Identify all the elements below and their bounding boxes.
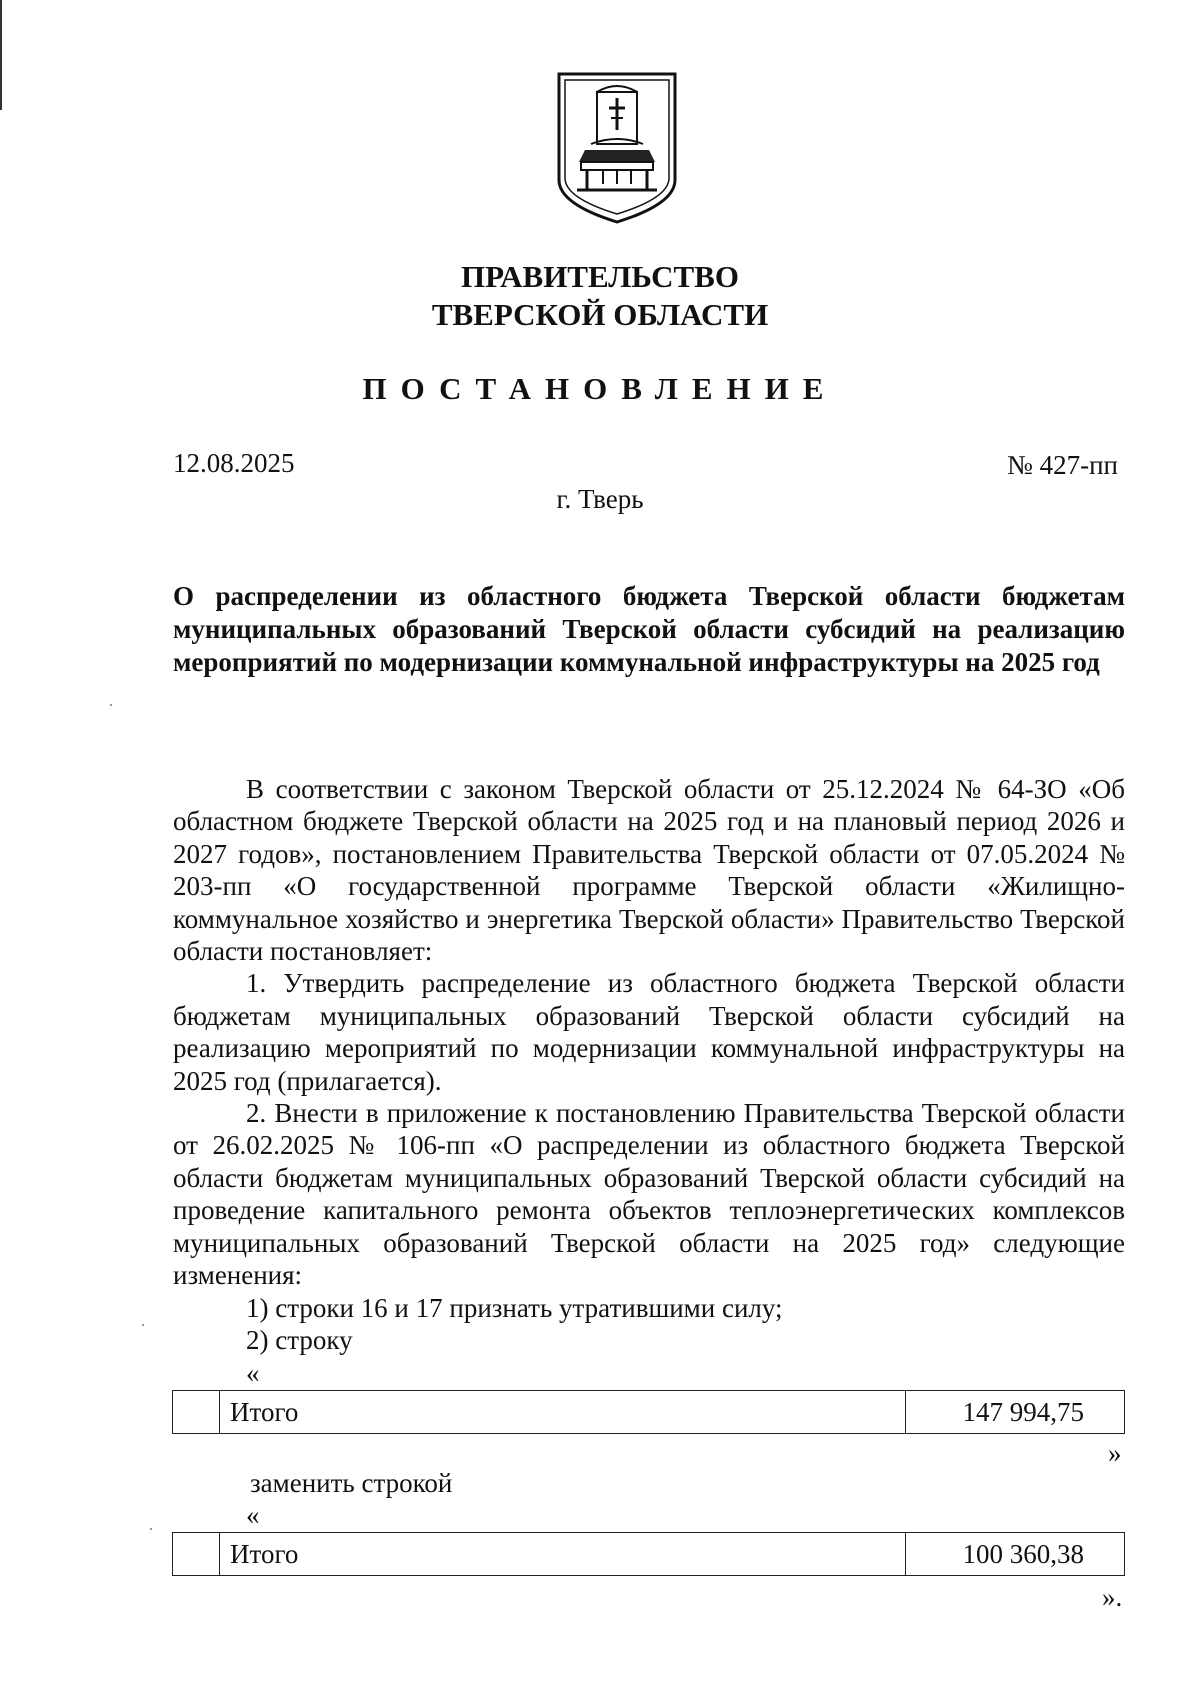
old-total-row-table (172, 1390, 1125, 1434)
quote-close-final-mark: ». (1102, 1582, 1123, 1612)
item-2-paragraph: 2. Внести в приложение к постановлению Правительства Тверской области от 26.02.2025 № 106-пп «О распределении из областного бюджета Тверской области бюджетам муниципальных образований Тверской области субсидий на проведение капитального ремонта объектов теплоэнергетических комплексов муниципальных образований Тверской области на 2025 год» следующие изменения: (173, 1098, 1125, 1291)
table-cell-empty (173, 1391, 220, 1434)
region-heading: ТВЕРСКОЙ ОБЛАСТИ (431, 297, 769, 332)
old-row-label: Итого (220, 1391, 906, 1434)
replace-instruction: заменить строкой (250, 1468, 453, 1498)
table-row (173, 1391, 1125, 1434)
scan-edge-line (0, 0, 2, 110)
quote-open-mark-2: « (246, 1500, 260, 1530)
document-title: О распределении из областного бюджета Тверской области бюджетам муниципальных образований Тверской области субсидий на реализацию мероприятий по модернизации коммунальной инфраструктуры на 2025 год (173, 581, 1125, 677)
intro-paragraph: В соответствии с законом Тверской области от 25.12.2024 № 64-ЗО «Об областном бюджете Тверской области на 2025 год и на плановый период 2026 и 2027 годов», постановлением Правительства Тверской области от 07.05.2024 № 203-пп «О государственной программе Тверской области «Жилищно-коммунальное хозяйство и энергетика Тверской области» Правительство Тверской области постановляет: (173, 774, 1125, 967)
tver-coat-of-arms-icon (555, 72, 679, 224)
scan-speck (110, 704, 112, 706)
table-cell-empty (173, 1533, 220, 1576)
quote-close-mark: » (1108, 1438, 1122, 1468)
scan-speck (142, 1324, 144, 1326)
subitem-1: 1) строки 16 и 17 признать утратившими силу; (246, 1292, 783, 1323)
subitem-2: 2) строку (246, 1324, 353, 1355)
old-row-value: 147 994,75 (906, 1391, 1125, 1434)
table-row (173, 1533, 1125, 1576)
quote-open-mark: « (246, 1358, 260, 1388)
scan-speck (150, 1528, 152, 1530)
document-date: 12.08.2025 (173, 448, 295, 478)
document-number: № 427-пп (1007, 450, 1118, 480)
item-1-paragraph: 1. Утвердить распределение из областного бюджета Тверской области бюджетам муниципальных образований Тверской области субсидий на реализацию мероприятий по модернизации коммунальной инфраструктуры на 2025 год (прилагается). (173, 968, 1125, 1096)
new-total-row-table (172, 1532, 1125, 1576)
government-heading: ПРАВИТЕЛЬСТВО (461, 259, 739, 294)
document-type-heading: ПОСТАНОВЛЕНИЕ (362, 371, 838, 406)
new-row-label: Итого (220, 1533, 906, 1576)
new-row-value: 100 360,38 (906, 1533, 1125, 1576)
document-city: г. Тверь (556, 484, 644, 514)
document-body (173, 773, 1125, 1356)
